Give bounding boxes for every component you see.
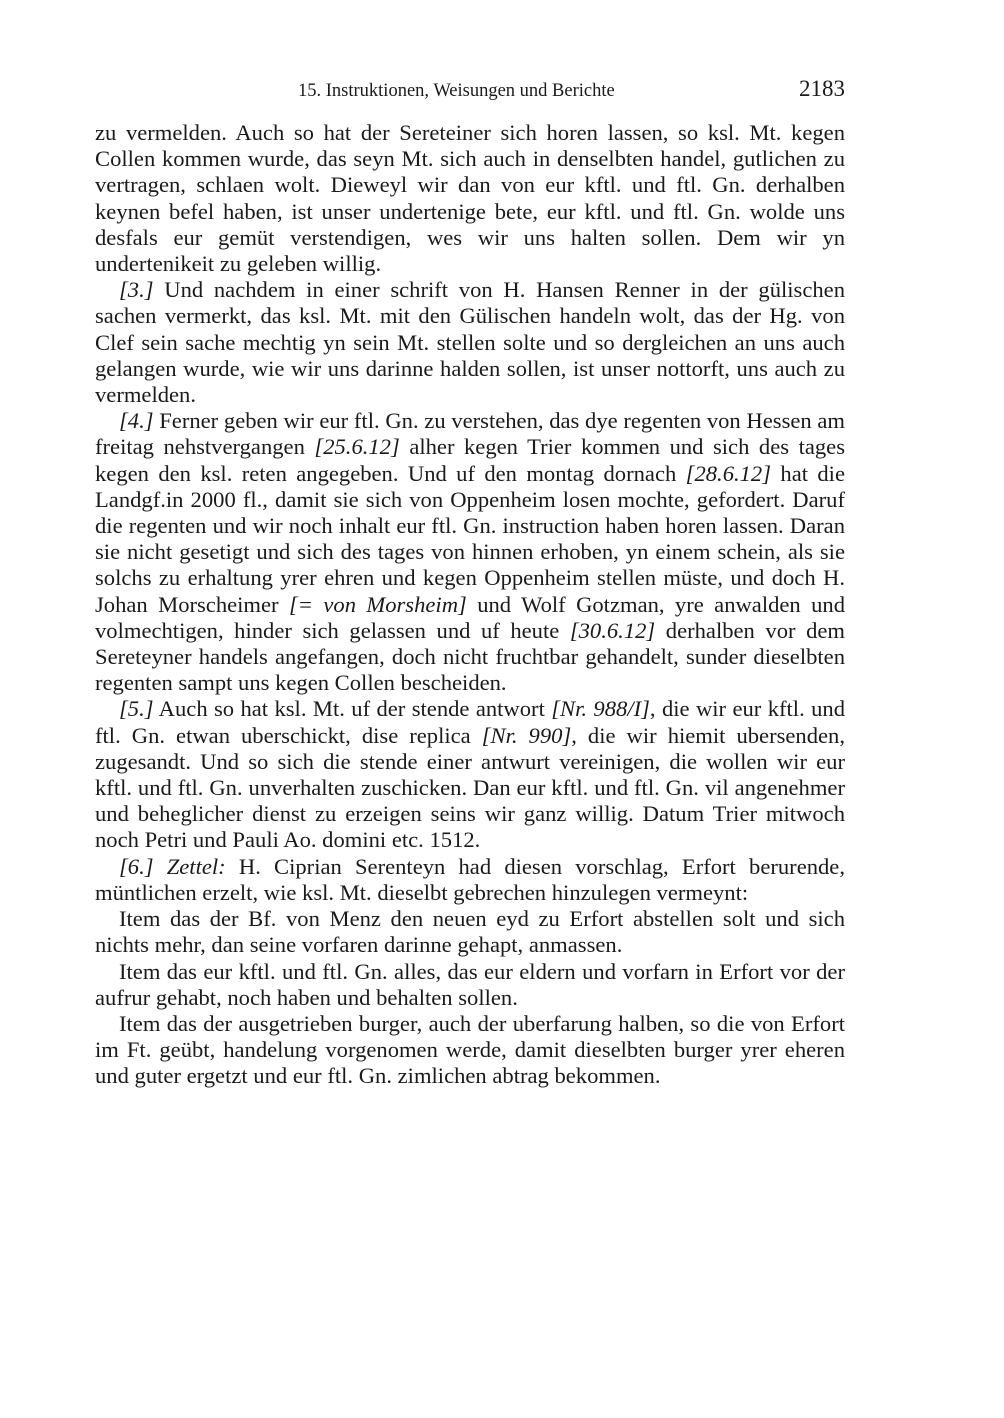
text-segment: Item das der ausgetrieben burger, auch der uberfarung halben, so die von Erfort im Ft. geübt, handelung vorgenomen werde, damit dieselbten burger yrer eheren und guter ergetzt und eur ftl. Gn. zimlichen abtrag bekommen.	[95, 1010, 845, 1089]
text-segment: Ferner geben wir eur ftl. Gn. zu verstehen, das dye regenten von Hessen am freitag nehstvergangen	[95, 408, 845, 460]
section-marker: [3.]	[119, 277, 154, 303]
document-reference: [Nr. 988/I]	[551, 696, 650, 722]
paragraph-3	[95, 277, 845, 408]
paragraph-5	[95, 696, 845, 853]
paragraph-continuation	[95, 120, 845, 277]
date-annotation: [25.6.12]	[314, 434, 400, 460]
item-paragraph	[95, 959, 845, 1011]
document-reference: [Nr. 990]	[481, 722, 572, 748]
page-number: 2183	[799, 76, 845, 101]
paragraph-6	[95, 854, 845, 906]
text-segment: alher kegen Trier kommen und sich des tages kegen den ksl. reten angegeben. Und uf den montag dornach	[95, 434, 845, 486]
item-paragraph	[95, 1011, 845, 1090]
text-segment: Auch so hat ksl. Mt. uf der stende antwort	[153, 696, 552, 722]
section-marker: [6.] Zettel:	[119, 853, 226, 879]
section-marker: [4.]	[119, 408, 154, 434]
running-header	[95, 76, 845, 110]
text-segment: H. Ciprian Serenteyn had diesen vorschlag, Erfort berurende, müntlichen erzelt, wie ksl. Mt. dieselbt gebrechen hinzulegen vermeynt:	[95, 853, 845, 905]
running-title: 15. Instruktionen, Weisungen und Berichte	[298, 81, 615, 101]
item-paragraph	[95, 906, 845, 958]
text-segment: und Wolf Gotzman, yre anwalden und volmechtigen, hinder sich gelassen und uf heute	[95, 591, 846, 643]
text-segment: zu vermelden. Auch so hat der Sereteiner sich horen lassen, so ksl. Mt. kegen Collen kommen wurde, das seyn Mt. sich auch in denselbten handel, gutlichen zu vertragen, schlaen wolt. Dieweyl wir dan von eur kftl. und ftl. Gn. derhalben keynen befel haben, ist unser undertenige bete, eur kftl. und ftl. Gn. wolde uns desfals eur gemüt verstendigen, wes wir uns halten sollen. Dem wir yn undertenikeit zu geleben willig.	[95, 120, 845, 277]
text-segment: derhalben vor dem Sereteyner handels angefangen, doch nicht fruchtbar gehandelt, sunder dieselbten regenten sampt uns kegen Collen bescheiden.	[95, 617, 845, 696]
section-marker: [5.]	[119, 696, 154, 722]
text-segment: hat die Landgf.in 2000 fl., damit sie sich von Oppenheim losen mochte, gefordert. Daruf die regenten und wir noch inhalt eur ftl. Gn. instruction haben horen lassen. Daran sie nicht gesetigt und sich des tages von hinnen erhoben, yn einem schein, als sie solchs zu erhaltung yrer ehren und kegen Oppenheim stellen müste, und doch H. Johan Morscheimer	[95, 460, 845, 617]
date-annotation: [30.6.12]	[569, 617, 656, 643]
text-segment: Item das eur kftl. und ftl. Gn. alles, das eur eldern und vorfarn in Erfort vor der aufrur gehabt, noch haben und behalten sollen.	[95, 958, 845, 1010]
paragraph-4	[95, 408, 845, 696]
text-segment: Item das der Bf. von Menz den neuen eyd zu Erfort abstellen solt und sich nichts mehr, dan seine vorfaren darinne gehapt, anmassen.	[95, 906, 845, 958]
date-annotation: [28.6.12]	[685, 460, 772, 486]
text-segment: , die wir hiemit ubersenden, zugesandt. Und so sich die stende einer antwurt vereinigen, die wollen wir eur kftl. und ftl. Gn. unverhalten zuschicken. Dan eur kftl. und ftl. Gn. vil angenehmer und beheglicher dienst zu erzeigen seins wir ganz willig. Datum Trier mitwoch noch Petri und Pauli Ao. domini etc. 1512.	[95, 722, 845, 853]
body-text	[95, 120, 845, 1090]
text-segment: Und nachdem in einer schrift von H. Hansen Renner in der gülischen sachen vermerkt, das ksl. Mt. mit den Gülischen handeln wolt, das der Hg. von Clef sein sache mechtig yn sein Mt. stellen solte und so dergleichen an uns auch gelangen wurde, wie wir uns darinne halden sollen, ist unser nottorft, uns auch zu vermelden.	[95, 277, 845, 408]
text-segment: , die wir eur kftl. und ftl. Gn. etwan uberschickt, dise replica	[95, 696, 845, 748]
editorial-note: [= von Morsheim]	[288, 591, 467, 617]
